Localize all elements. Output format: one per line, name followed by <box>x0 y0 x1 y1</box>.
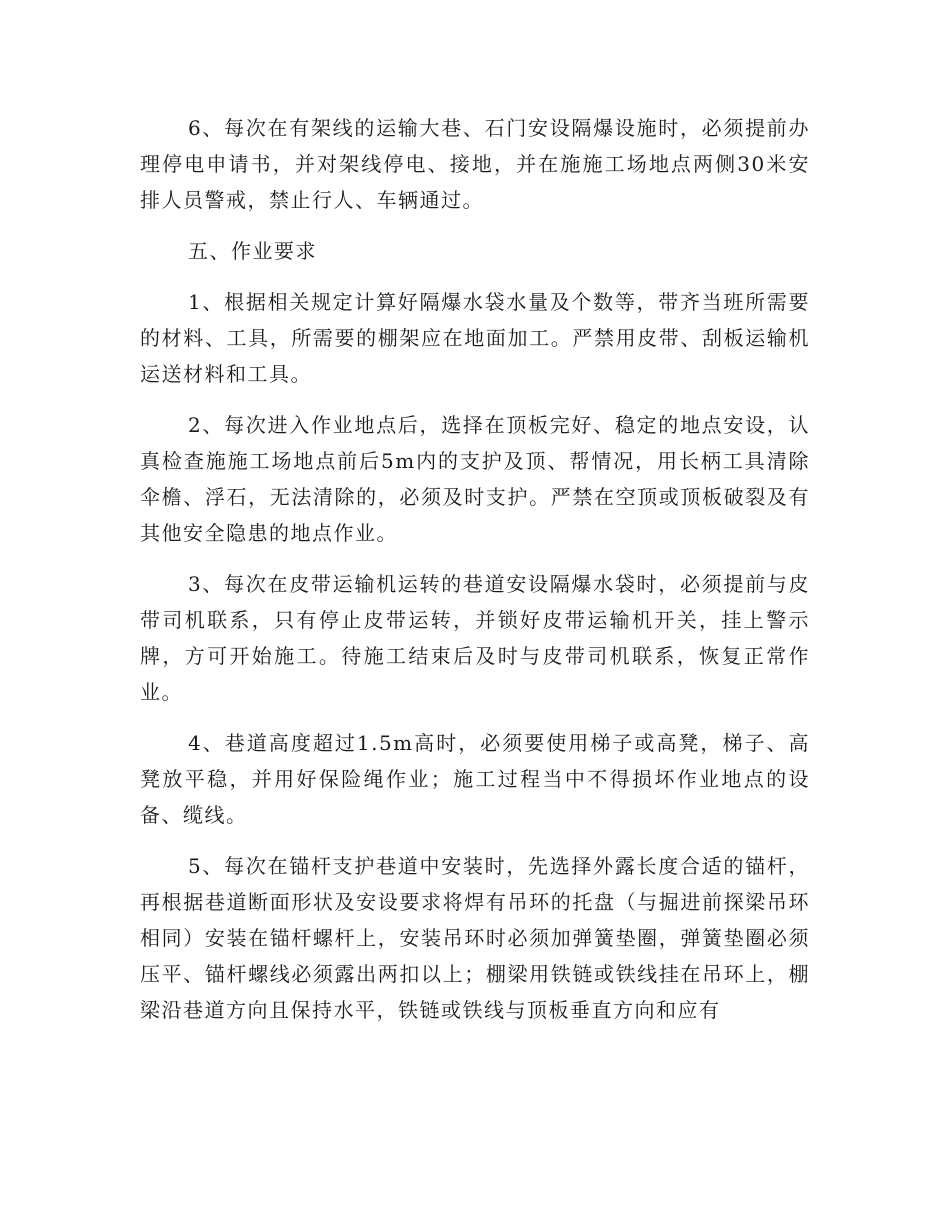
paragraph-item-6: 6、每次在有架线的运输大巷、石门安设隔爆设施时，必须提前办理停电申请书，并对架线停电、接地，并在施施工场地点两侧30米安排人员警戒，禁止行人、车辆通过。 <box>140 116 810 212</box>
paragraph-item-1: 1、根据相关规定计算好隔爆水袋水量及个数等，带齐当班所需要的材料、工具，所需要的棚架应在地面加工。严禁用皮带、刮板运输机运送材料和工具。 <box>140 290 810 386</box>
document-body <box>140 110 810 1043</box>
paragraph-item-4: 4、巷道高度超过1.5m高时，必须要使用梯子或高凳，梯子、高凳放平稳，并用好保险绳作业；施工过程当中不得损坏作业地点的设备、缆线。 <box>140 731 810 827</box>
paragraph-item-3: 3、每次在皮带运输机运转的巷道安设隔爆水袋时，必须提前与皮带司机联系，只有停止皮带运转，并锁好皮带运输机开关，挂上警示牌，方可开始施工。待施工结束后及时与皮带司机联系，恢复正常作业。 <box>140 572 810 704</box>
section-heading-work-requirements: 五、作业要求 <box>188 239 317 263</box>
paragraph-item-5: 5、每次在锚杆支护巷道中安装时，先选择外露长度合适的锚杆，再根据巷道断面形状及安设要求将焊有吊环的托盘（与掘进前探梁吊环相同）安装在锚杆螺杆上，安装吊环时必须加弹簧垫圈，弹簧垫圈必须压平、锚杆螺线必须露出两扣以上；棚梁用铁链或铁线挂在吊环上，棚梁沿巷道方向且保持水平，铁链或铁线与顶板垂直方向和应有 <box>140 854 810 1022</box>
paragraph-item-2: 2、每次进入作业地点后，选择在顶板完好、稳定的地点安设，认真检查施施工场地点前后5m内的支护及顶、帮情况，用长柄工具清除伞檐、浮石，无法清除的，必须及时支护。严禁在空顶或顶板破裂及有其他安全隐患的地点作业。 <box>140 413 810 545</box>
